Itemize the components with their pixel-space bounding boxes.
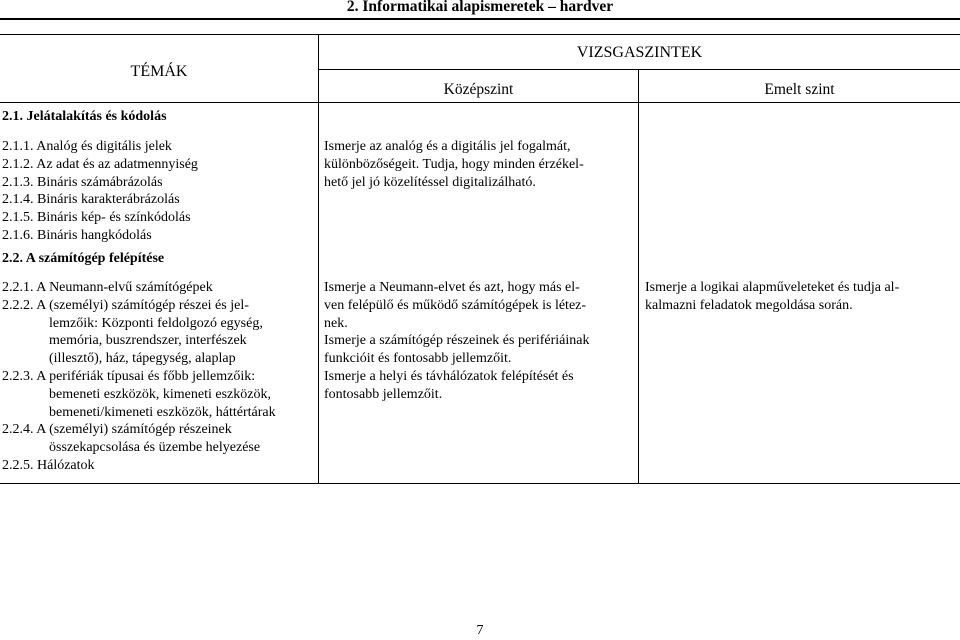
- topic-item: 2.2.5. Hálózatok: [2, 457, 95, 473]
- page-header: 2. Informatikai alapismeretek – hardver: [346, 0, 614, 15]
- table-bottom-rule: [0, 483, 960, 484]
- table-top-rule: [0, 34, 960, 35]
- section-title-2-1: 2.1. Jelátalakítás és kódolás: [2, 109, 167, 124]
- topic-item: bemeneti eszközök, kimeneti eszközök,: [49, 386, 271, 402]
- section-1-topic-list: [2, 138, 198, 245]
- topic-item: 2.1.1. Analóg és digitális jelek: [2, 139, 172, 154]
- mid-level-line: Ismerje a helyi és távhálózatok felépítését és: [324, 368, 574, 384]
- topic-item: összekapcsolása és üzembe helyezése: [49, 440, 261, 456]
- mid-level-line: fontosabb jellemzőit.: [324, 386, 443, 402]
- col-header-adv-level: Emelt szint: [764, 81, 835, 98]
- topic-item: 2.1.6. Bináris hangkódolás: [2, 227, 152, 243]
- mid-level-line: hető jel jó közelítéssel digitalizálható.: [324, 174, 536, 190]
- mid-level-line: különbözőségeit. Tudja, hogy minden érzékel-: [324, 156, 584, 172]
- exam-col-divider: [319, 69, 960, 70]
- mid-level-line: funkcióit és fontosabb jellemzőit.: [324, 351, 512, 367]
- adv-level-line: Ismerje a logikai alapműveleteket és tudja al-: [645, 280, 900, 295]
- section-2-topic-list: [2, 279, 276, 475]
- topic-item: 2.2.3. A perifériák típusai és főbb jellemzőik:: [2, 368, 256, 384]
- header-bottom-rule: [0, 102, 960, 103]
- section-2-mid-level-text: [324, 279, 589, 404]
- topic-item: 2.2.1. A Neumann-elvű számítógépek: [2, 280, 213, 295]
- mid-level-line: Ismerje az analóg és a digitális jel fogalmát,: [324, 139, 571, 154]
- col-header-exam-levels: VIZSGASZINTEK: [576, 44, 703, 61]
- topic-item: bemeneti/kimeneti eszközök, háttértárak: [49, 404, 276, 420]
- col-divider-2: [638, 69, 639, 484]
- page-number: 7: [476, 623, 484, 638]
- topic-item: 2.2.2. A (személyi) számítógép részei és jel-: [2, 297, 249, 313]
- mid-level-line: nek.: [324, 315, 348, 331]
- mid-level-line: Ismerje a Neumann-elvet és azt, hogy más el-: [324, 280, 580, 295]
- adv-level-line: kalmazni feladatok megoldása során.: [645, 297, 853, 313]
- topic-item: 2.1.5. Bináris kép- és színkódolás: [2, 210, 191, 226]
- topic-item: 2.1.3. Bináris számábrázolás: [2, 174, 163, 190]
- col-header-mid-level: Középszint: [443, 81, 514, 98]
- topic-item: 2.1.2. Az adat és az adatmennyiség: [2, 156, 198, 172]
- section-1-mid-level-text: [324, 138, 584, 191]
- section-2-adv-level-text: [645, 279, 899, 315]
- topic-item: (illesztő), ház, tápegység, alaplap: [49, 351, 236, 367]
- section-title-2-2: 2.2. A számítógép felépítése: [2, 251, 165, 266]
- mid-level-line: ven felépülő és működő számítógépek is létez-: [324, 297, 587, 313]
- mid-level-line: Ismerje a számítógép részeinek és perifériáinak: [324, 333, 590, 349]
- col-divider-1: [318, 34, 319, 484]
- topic-item: 2.2.4. A (személyi) számítógép részeinek: [2, 422, 232, 438]
- col-header-topics: TÉMÁK: [130, 63, 188, 80]
- topic-item: lemzőik: Központi feldolgozó egység,: [49, 315, 263, 331]
- header-rule: [0, 18, 960, 20]
- topic-item: memória, buszrendszer, interfészek: [49, 333, 247, 349]
- topic-item: 2.1.4. Bináris karakterábrázolás: [2, 192, 180, 208]
